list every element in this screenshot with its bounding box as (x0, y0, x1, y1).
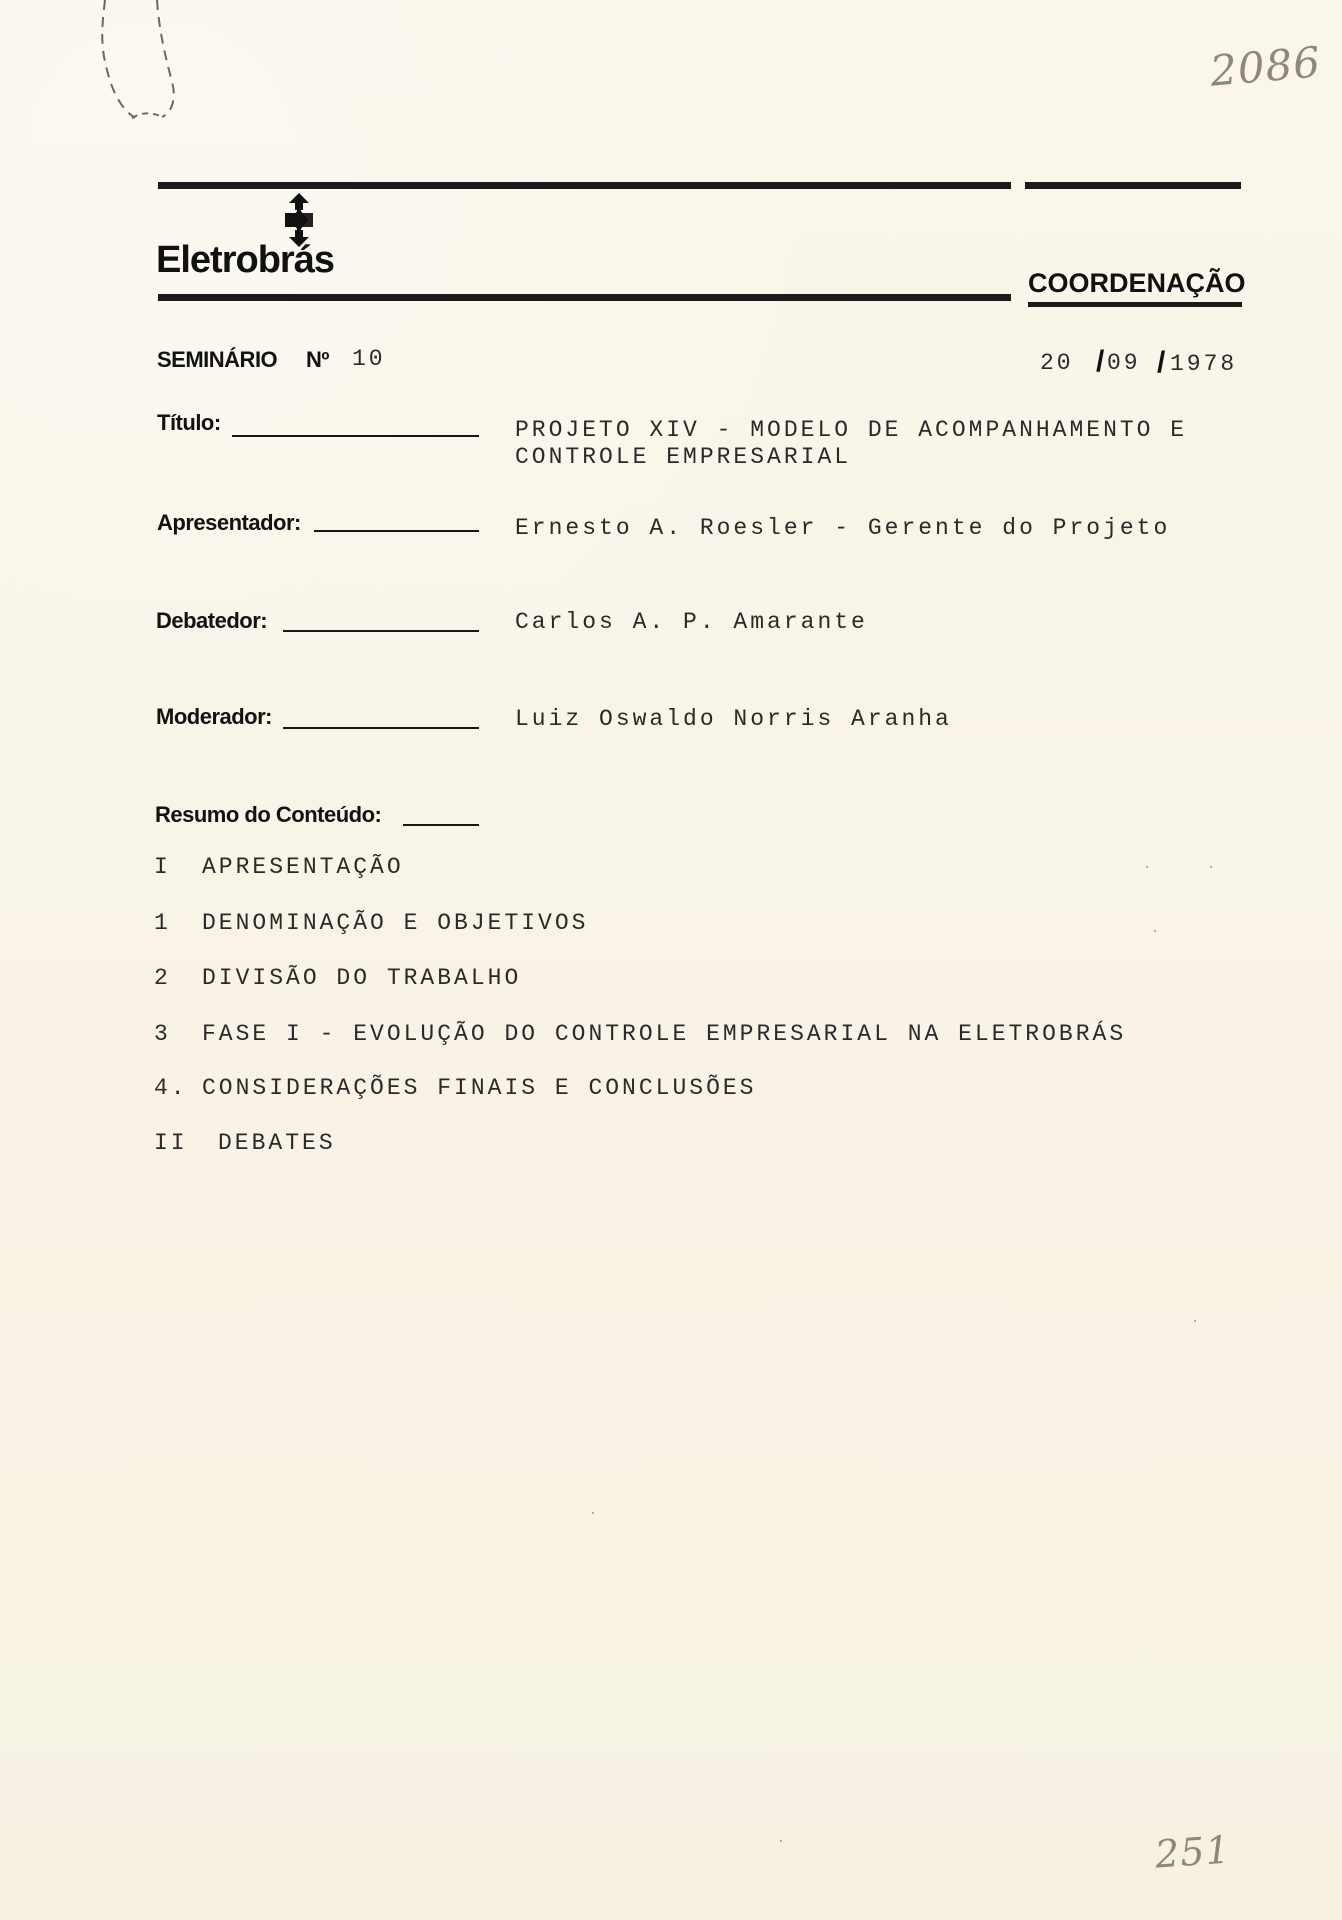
paper-speck (1194, 1320, 1196, 1322)
paper-speck (1154, 930, 1156, 932)
summary-item-number: 4. (154, 1075, 188, 1101)
presenter-fill-line (314, 530, 479, 532)
eletrobras-logo (156, 193, 346, 297)
header-top-rule-right (1025, 182, 1241, 189)
presenter-label: Apresentador: (157, 510, 301, 535)
debater-value: Carlos A. P. Amarante (515, 609, 868, 635)
seminar-number: 10 (352, 346, 386, 372)
presenter-value: Ernesto A. Roesler - Gerente do Projeto (515, 515, 1171, 541)
summary-item-number: 3 (154, 1021, 171, 1047)
title-line-2: CONTROLE EMPRESARIAL (515, 444, 852, 470)
binding-string (95, 0, 190, 145)
date-separator: / (1157, 346, 1166, 379)
paper-speck (592, 1512, 594, 1514)
coordination-label: COORDENAÇÃO (1028, 268, 1246, 298)
date-year: 1978 (1170, 351, 1238, 377)
bottom-page-number: 251 (1153, 1827, 1232, 1877)
seminar-label: SEMINÁRIO (157, 347, 278, 372)
date-day: 20 (1040, 350, 1074, 376)
seminar-number-label: Nº (306, 347, 329, 372)
moderator-value: Luiz Oswaldo Norris Aranha (515, 706, 952, 732)
summary-item-text: DENOMINAÇÃO E OBJETIVOS (202, 910, 589, 936)
summary-item-text: APRESENTAÇÃO (202, 854, 404, 880)
title-fill-line (232, 435, 479, 437)
header-top-rule (158, 182, 1011, 189)
summary-item-number: 2 (154, 965, 171, 991)
logo-text: Eletrobrás (156, 239, 334, 281)
summary-item-number: II (154, 1130, 188, 1156)
summary-item-number: I (154, 854, 171, 880)
debater-fill-line (283, 630, 479, 632)
summary-item-text: DIVISÃO DO TRABALHO (202, 965, 522, 991)
coordination-underline (1028, 302, 1242, 307)
date-month: 09 (1107, 350, 1141, 376)
archive-page-number: 2086 (1208, 37, 1323, 96)
paper-speck (1210, 866, 1212, 868)
title-line-1: PROJETO XIV - MODELO DE ACOMPANHAMENTO E (515, 417, 1188, 443)
summary-item-text: FASE I - EVOLUÇÃO DO CONTROLE EMPRESARIAL NA ELETROBRÁS (202, 1021, 1127, 1047)
summary-item-text: CONSIDERAÇÕES FINAIS E CONCLUSÕES (202, 1075, 757, 1101)
summary-label: Resumo do Conteúdo: (155, 802, 382, 827)
paper-speck (1146, 866, 1148, 868)
header-bottom-rule (158, 294, 1011, 301)
debater-label: Debatedor: (156, 608, 268, 633)
paper-speck (780, 1840, 782, 1842)
summary-fill-line (403, 824, 479, 826)
title-label: Título: (157, 410, 221, 435)
moderator-label: Moderador: (156, 704, 272, 729)
date-separator: / (1096, 345, 1105, 378)
moderator-fill-line (283, 727, 479, 729)
summary-item-text: DEBATES (218, 1130, 336, 1156)
summary-item-number: 1 (154, 910, 171, 936)
